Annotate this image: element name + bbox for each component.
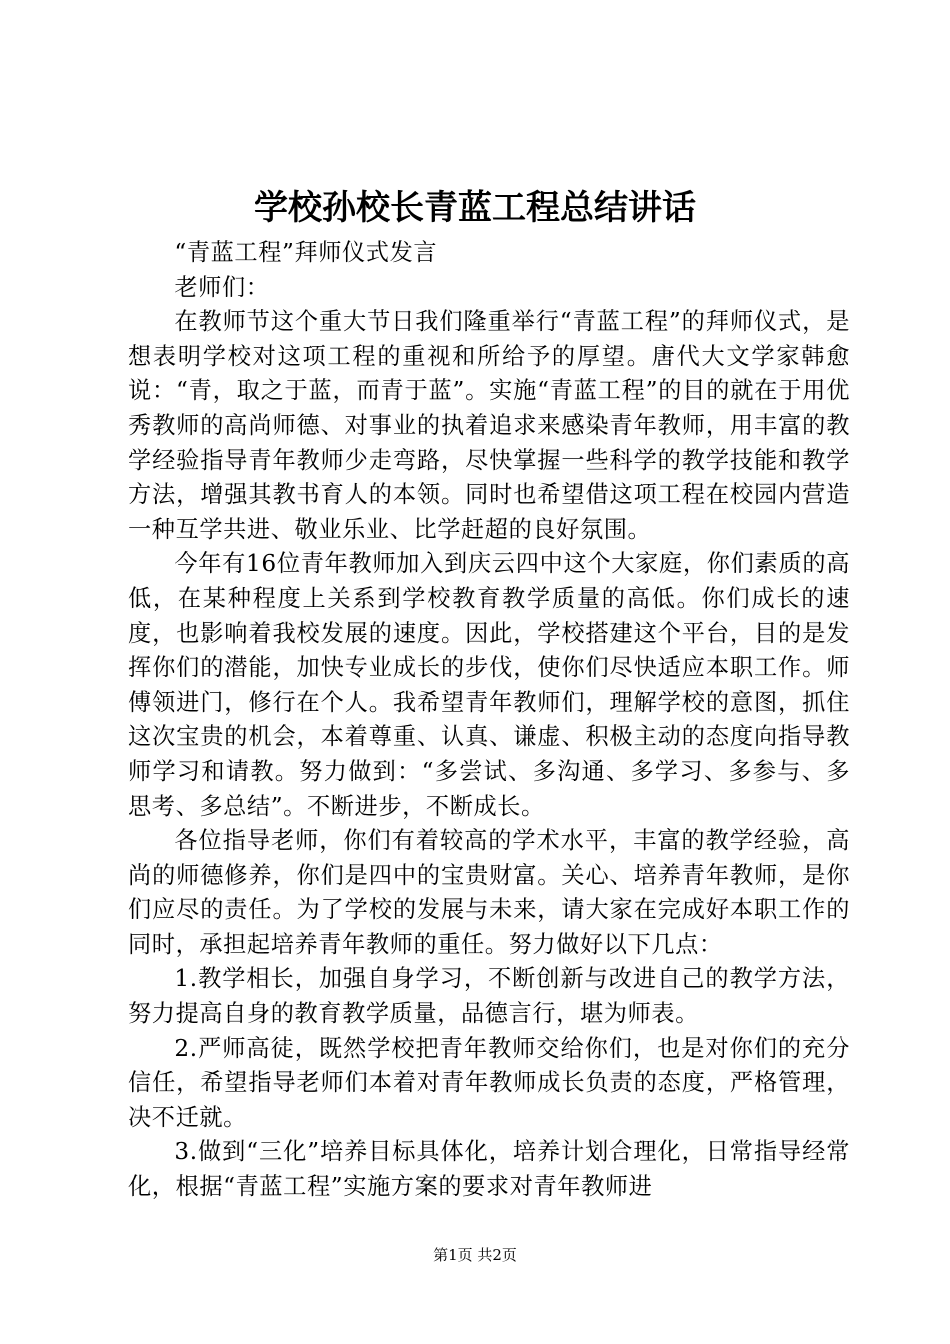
speech-subtitle: “青蓝工程”拜师仪式发言	[174, 239, 438, 266]
body-paragraph: 各位指导老师，你们有着较高的学术水平，丰富的教学经验，高尚的师德修养，你们是四中的宝贵财富。关心、培养青年教师，是你们应尽的责任。为了学校的发展与未来，请大家在完成好本职工作的同时，承担起培养青年教师的重任。努力做好以下几点：	[128, 827, 850, 958]
document-title: 学校孙校长青蓝工程总结讲话	[254, 188, 696, 228]
salutation: 老师们：	[174, 273, 270, 301]
list-item: 2.严师高徒，既然学校把青年教师交给你们，也是对你们的充分信任，希望指导老师们本着对青年教师成长负责的态度，严格管理，决不迁就。	[128, 1034, 850, 1131]
list-item: 1.教学相长，加强自身学习，不断创新与改进自己的教学方法，努力提高自身的教育教学质量，品德言行，堪为师表。	[128, 965, 850, 1028]
list-item: 3.做到“三化”培养目标具体化，培养计划合理化，日常指导经常化，根据“青蓝工程”实施方案的要求对青年教师进	[128, 1138, 850, 1201]
page-number-footer: 第1页 共2页	[433, 1246, 517, 1264]
body-paragraph: 今年有16位青年教师加入到庆云四中这个大家庭，你们素质的高低，在某种程度上关系到学校教育教学质量的高低。你们成长的速度，也影响着我校发展的速度。因此，学校搭建这个平台，目的是发挥你们的潜能，加快专业成长的步伐，使你们尽快适应本职工作。师傅领进门，修行在个人。我希望青年教师们，理解学校的意图，抓住这次宝贵的机会，本着尊重、认真、谦虚、积极主动的态度向指导教师学习和请教。努力做到：“多尝试、多沟通、多学习、多参与、多思考、多总结”。不断进步，不断成长。	[128, 550, 850, 820]
document-body	[128, 236, 850, 1205]
body-paragraph: 在教师节这个重大节日我们隆重举行“青蓝工程”的拜师仪式，是想表明学校对这项工程的重视和所给予的厚望。唐代大文学家韩愈说：“青，取之于蓝，而青于蓝”。实施“青蓝工程”的目的就在于用优秀教师的高尚师德、对事业的执着追求来感染青年教师，用丰富的教学经验指导青年教师少走弯路，尽快掌握一些科学的教学技能和教学方法，增强其教书育人的本领。同时也希望借这项工程在校园内营造一种互学共进、敬业乐业、比学赶超的良好氛围。	[128, 308, 850, 543]
